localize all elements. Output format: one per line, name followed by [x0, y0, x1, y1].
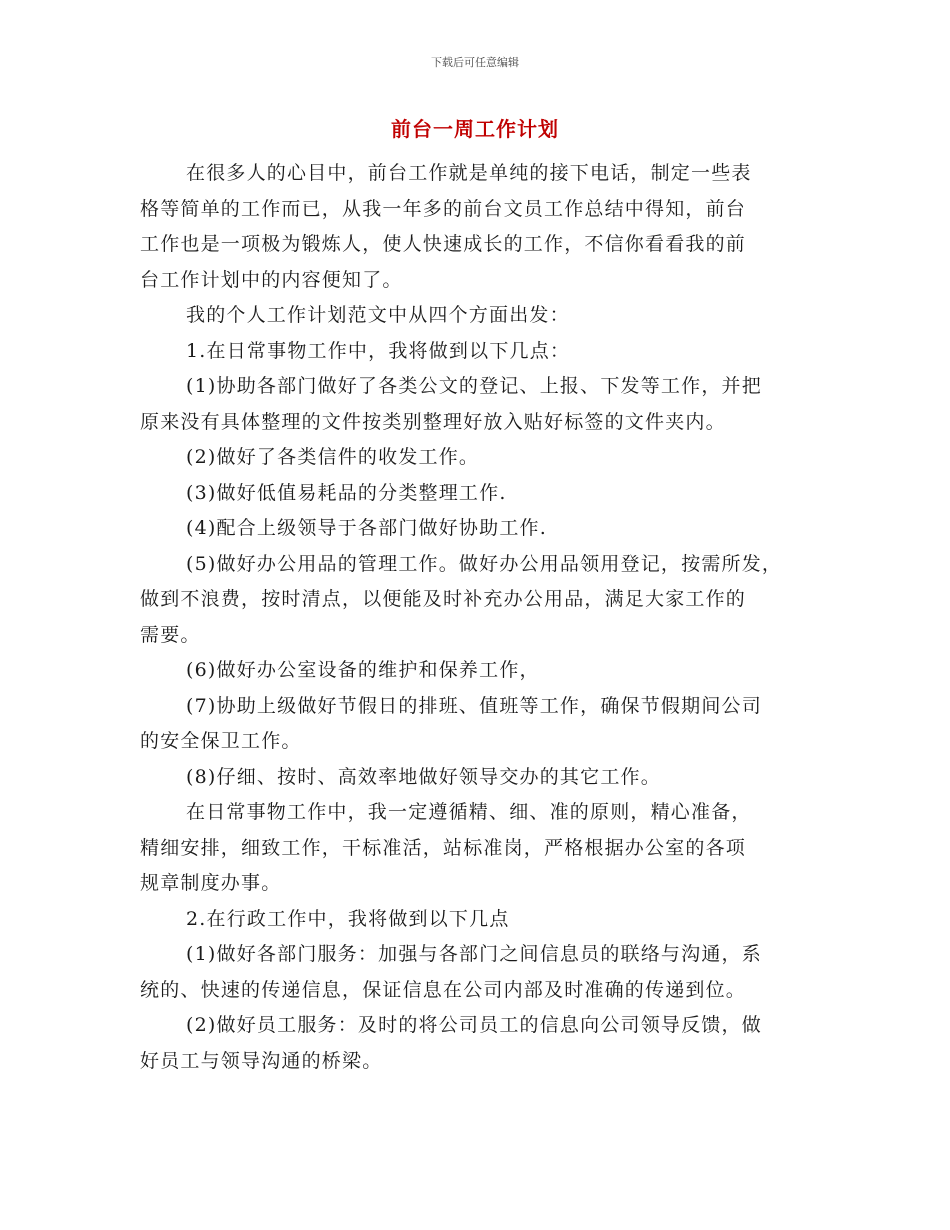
paragraph — [140, 795, 810, 902]
paragraph-line: 格等简单的工作而已，从我一年多的前台文员工作总结中得知，前台 — [140, 197, 747, 220]
paragraph-line: (2)做好员工服务：及时的将公司员工的信息向公司领导反馈，做 — [186, 1014, 762, 1036]
paragraph-line: (6)做好办公室设备的维护和保养工作， — [186, 659, 540, 681]
paragraph — [140, 369, 810, 440]
paragraph-line: 需要。 — [140, 623, 201, 646]
paragraph-line: (2)做好了各类信件的收发工作。 — [186, 446, 480, 468]
paragraph-line: (1)做好各部门服务：加强与各部门之间信息员的联络与沟通，系 — [186, 943, 762, 965]
paragraph — [140, 156, 810, 298]
paragraph-line: 统的、快速的传递信息，保证信息在公司内部及时准确的传递到位。 — [140, 978, 747, 1001]
paragraph — [140, 334, 810, 370]
paragraph-line: (8)仔细、按时、高效率地做好领导交办的其它工作。 — [186, 765, 661, 788]
paragraph — [140, 902, 810, 938]
paragraph-line: 的安全保卫工作。 — [140, 730, 302, 752]
paragraph-line: (7)协助上级做好节假日的排班、值班等工作，确保节假期间公司 — [186, 694, 762, 717]
paragraph — [140, 547, 810, 654]
paragraph-line: 规章制度办事。 — [140, 872, 282, 894]
paragraph-line: 我的个人工作计划范文中从四个方面出发： — [186, 304, 570, 326]
paragraph-line: 在很多人的心目中，前台工作就是单纯的接下电话，制定一些表 — [186, 162, 752, 184]
header-note: 下载后可任意编辑 — [431, 56, 519, 69]
document-body — [140, 156, 810, 1079]
paragraph-line: 好员工与领导沟通的桥梁。 — [140, 1049, 383, 1072]
paragraph — [140, 760, 810, 796]
paragraph-line: 在日常事物工作中，我一定遵循精、细、准的原则，精心准备， — [186, 801, 752, 823]
paragraph-line: 2.在行政工作中，我将做到以下几点 — [186, 907, 510, 930]
paragraph-line: 1.在日常事物工作中，我将做到以下几点： — [186, 339, 571, 362]
paragraph — [140, 1008, 810, 1079]
paragraph — [140, 937, 810, 1008]
paragraph-line: 做到不浪费，按时清点，以便能及时补充办公用品，满足大家工作的 — [140, 588, 747, 610]
paragraph — [140, 689, 810, 760]
paragraph — [140, 298, 810, 334]
paragraph — [140, 476, 810, 512]
document-title: 前台一周工作计划 — [391, 117, 559, 141]
paragraph-line: 工作也是一项极为锻炼人，使人快速成长的工作，不信你看看我的前 — [140, 233, 747, 255]
paragraph-line: 原来没有具体整理的文件按类别整理好放入贴好标签的文件夹内。 — [140, 410, 726, 433]
paragraph — [140, 511, 810, 547]
paragraph-line: 台工作计划中的内容便知了。 — [140, 268, 403, 291]
paragraph-line: (5)做好办公用品的管理工作。做好办公用品领用登记，按需所发， — [186, 552, 783, 575]
paragraph-line: (3)做好低值易耗品的分类整理工作. — [186, 481, 507, 504]
paragraph — [140, 653, 810, 689]
paragraph-line: (4)配合上级领导于各部门做好协助工作. — [186, 517, 547, 539]
paragraph-line: (1)协助各部门做好了各类公文的登记、上报、下发等工作，并把 — [186, 375, 762, 397]
paragraph-line: 精细安排，细致工作，干标准活，站标准岗，严格根据办公室的各项 — [140, 836, 747, 859]
paragraph — [140, 440, 810, 476]
